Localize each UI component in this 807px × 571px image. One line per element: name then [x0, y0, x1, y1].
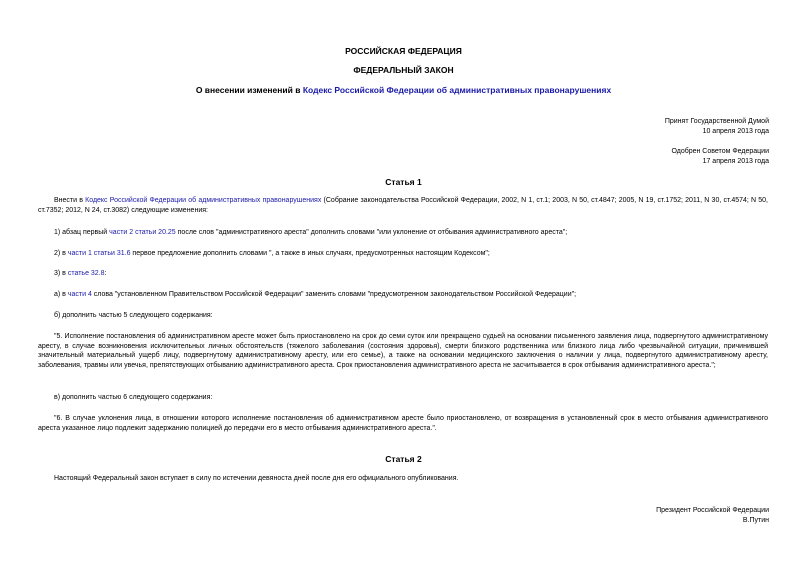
part-5-text: "5. Исполнение постановления об административном аресте может быть приостановлено на срок до семи суток или прекращено судьей на основании письменного заявления лица, подвергнутого административному аресту, в случае возникновения исключительных личных обстоятельств (тяжелого заболевания (состояния здоровья), смерти близкого родственника или близкого лица либо чрезвычайной ситуации, причинившей значительный материальный ущерб лицу, подвергнутому административному аресту, или его семье), а также на основании медицинского заключения о наличии у лица, подвергнутого административному аресту, заболевания, травмы или увечья, препятствующих отбыванию административного ареста. Срок приостановления административного ареста не засчитывается в срок отбывания административного ареста.";: [38, 333, 768, 369]
duma-adoption-label: Принят Государственной Думой: [664, 118, 769, 125]
law-title-link[interactable]: Кодекс Российской Федерации об административных правонарушениях: [302, 85, 612, 95]
item3-text-b: :: [104, 270, 107, 277]
item3-text-a: 3) в: [54, 270, 68, 277]
article1-heading: Статья 1: [385, 177, 422, 187]
item1-link[interactable]: части 2 статьи 20.25: [109, 229, 176, 236]
item2-text-a: 2) в: [54, 250, 68, 257]
item-3b: б) дополнить частью 5 следующего содержания:: [54, 312, 213, 319]
item-3: [38, 269, 768, 279]
item-3v: в) дополнить частью 6 следующего содержания:: [54, 394, 213, 401]
council-approval: [671, 147, 769, 166]
council-approval-date: 17 апреля 2013 года: [702, 157, 769, 165]
law-title: [0, 86, 807, 96]
item-3a: [38, 290, 768, 300]
item2-link[interactable]: части 1 статьи 31.6: [67, 250, 131, 257]
intro-text-b: (Собрание законодательства Российской Федерации, 2002, N 1, ст.1; 2003, N 50, ст.4847; 2005, N 19, ст.1752; 2011, N 30, ст.4574; N 50, ст.7352; 2012, N 24, ст.3082) следующие изменения:: [38, 197, 768, 214]
intro-text-a: Внести в: [54, 197, 86, 204]
duma-adoption-date: 10 апреля 2013 года: [702, 127, 769, 135]
signature-position: Президент Российской Федерации: [656, 507, 769, 514]
doc-type-heading: ФЕДЕРАЛЬНЫЙ ЗАКОН: [353, 65, 454, 75]
item-1: [38, 228, 768, 238]
item3-link[interactable]: статье 32.8: [67, 270, 105, 277]
part-6-text: "6. В случае уклонения лица, в отношении которого исполнение постановления об административном аресте было приостановлено, от возвращения в установленный срок в место отбывания административного ареста указанное лицо подлежит задержанию полицией до передачи его в место отбывания административного ареста.".: [38, 415, 768, 432]
duma-adoption: [665, 117, 769, 136]
item3a-text-a: а) в: [54, 291, 68, 298]
article1-intro: [38, 196, 768, 215]
article2-heading: Статья 2: [385, 454, 422, 464]
item2-text-b: первое предложение дополнить словами ", а также в иных случаях, предусмотренных настоящим Кодексом";: [130, 250, 490, 257]
item3a-text-b: слова "установленном Правительством Российской Федерации" заменить словами "предусмотренном законодательством Российской Федерации";: [91, 291, 577, 298]
item1-text-a: 1) абзац первый: [54, 229, 110, 236]
item-2: [38, 249, 768, 259]
country-heading: РОССИЙСКАЯ ФЕДЕРАЦИЯ: [345, 46, 462, 56]
council-approval-label: Одобрен Советом Федерации: [671, 148, 769, 155]
intro-code-link[interactable]: Кодекс Российской Федерации об административных правонарушениях: [85, 197, 322, 204]
signature-block: [656, 506, 769, 525]
item3a-link[interactable]: части 4: [67, 291, 92, 298]
item1-text-b: после слов "административного ареста" дополнить словами "или уклонение от отбывания административного ареста";: [175, 229, 568, 236]
law-title-prefix: О внесении изменений в: [195, 85, 303, 95]
article2-text: Настоящий Федеральный закон вступает в силу по истечении девяноста дней после дня его официального опубликования.: [54, 475, 459, 482]
signature-name: В.Путин: [742, 516, 769, 524]
